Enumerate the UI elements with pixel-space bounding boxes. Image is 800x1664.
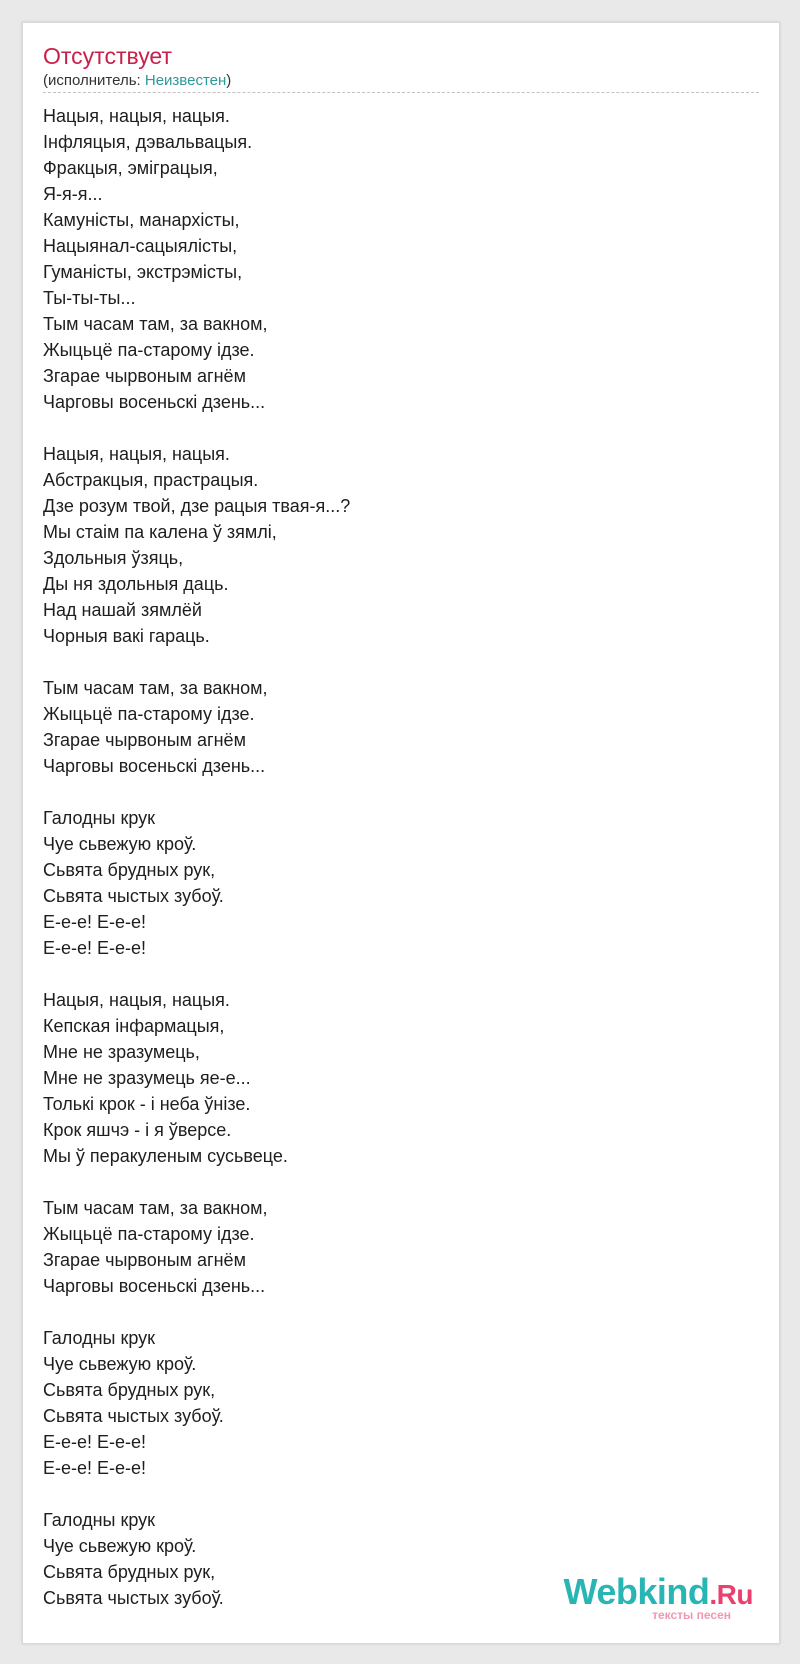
header-divider xyxy=(43,92,759,93)
lyric-line: Тым часам там, за вакном, xyxy=(43,314,268,334)
lyric-line: Галодны крук xyxy=(43,1328,156,1348)
lyric-line: Е-е-е! Е-е-е! xyxy=(43,912,147,932)
lyric-line: Крок яшчэ - і я ўверсе. xyxy=(43,1120,232,1140)
lyric-line: Сьвята брудных рук, xyxy=(43,860,216,880)
lyric-line: Я-я-я... xyxy=(43,184,103,204)
lyric-line: Тым часам там, за вакном, xyxy=(43,678,268,698)
lyric-line: Дзе розум твой, дзе рацыя твая-я...? xyxy=(43,496,351,516)
lyric-line: Мы ў перакуленым сусьвеце. xyxy=(43,1146,288,1166)
lyrics-stanza xyxy=(43,1325,743,1481)
lyric-line: Згарае чырвоным агнём xyxy=(43,1250,246,1270)
lyric-line: Мы стаім па калена ў зямлі, xyxy=(43,522,277,542)
lyric-line: Нацыя, нацыя, нацыя. xyxy=(43,990,230,1010)
lyric-line: Сьвята чыстых зубоў. xyxy=(43,886,224,906)
lyric-line: Нацыя, нацыя, нацыя. xyxy=(43,106,230,126)
lyric-line: Чуе сьвежую кроў. xyxy=(43,1354,197,1374)
lyrics-stanza xyxy=(43,1195,743,1299)
lyric-line: Чарговы восеньскі дзень... xyxy=(43,1276,266,1296)
lyric-line: Толькі крок - і неба ўнізе. xyxy=(43,1094,251,1114)
lyric-line: Нацыянал-сацыялісты, xyxy=(43,236,238,256)
lyrics-stanza xyxy=(43,441,743,649)
lyric-line: Сьвята чыстых зубоў. xyxy=(43,1588,224,1608)
lyric-line: Мне не зразумець яе-е... xyxy=(43,1068,251,1088)
lyric-line: Ты-ты-ты... xyxy=(43,288,136,308)
lyric-line: Галодны крук xyxy=(43,1510,156,1530)
song-title: Отсутствует xyxy=(43,43,172,69)
lyric-line: Сьвята брудных рук, xyxy=(43,1380,216,1400)
lyric-line: Ды ня здольныя даць. xyxy=(43,574,229,594)
logo-word-suffix: .Ru xyxy=(709,1579,753,1610)
site-logo[interactable] xyxy=(563,1571,753,1622)
lyric-line: Гуманісты, экстрэмісты, xyxy=(43,262,243,282)
lyric-line: Згарае чырвоным агнём xyxy=(43,730,246,750)
artist-link[interactable]: Неизвестен xyxy=(144,72,227,89)
lyric-line: Нацыя, нацыя, нацыя. xyxy=(43,444,230,464)
lyric-line: Чуе сьвежую кроў. xyxy=(43,1536,197,1556)
lyric-line: Чуе сьвежую кроў. xyxy=(43,834,197,854)
lyric-line: Сьвята брудных рук, xyxy=(43,1562,216,1582)
lyric-line: Кепская інфармацыя, xyxy=(43,1016,225,1036)
lyric-line: Чарговы восеньскі дзень... xyxy=(43,756,266,776)
lyric-line: Жыцьцё па-старому ідзе. xyxy=(43,1224,255,1244)
lyric-line: Мне не зразумець, xyxy=(43,1042,200,1062)
lyrics-stanza xyxy=(43,103,743,415)
lyric-line: Жыцьцё па-старому ідзе. xyxy=(43,704,255,724)
lyric-line: Згарае чырвоным агнём xyxy=(43,366,246,386)
lyric-line: Чарговы восеньскі дзень... xyxy=(43,392,266,412)
lyric-line: Е-е-е! Е-е-е! xyxy=(43,1432,147,1452)
lyrics-stanza xyxy=(43,805,743,961)
logo-word-main: Webkind xyxy=(563,1571,710,1612)
artist-suffix: ) xyxy=(226,72,232,89)
lyric-line: Жыцьцё па-старому ідзе. xyxy=(43,340,255,360)
logo-tagline: тексты песен xyxy=(652,1608,731,1622)
lyric-line: Тым часам там, за вакном, xyxy=(43,1198,268,1218)
lyrics-stanza xyxy=(43,987,743,1169)
lyric-line: Над нашай зямлёй xyxy=(43,600,202,620)
lyric-line: Чорныя вакі гараць. xyxy=(43,626,210,646)
lyrics-stanza xyxy=(43,675,743,779)
lyric-line: Здольныя ўзяць, xyxy=(43,548,184,568)
lyric-line: Абстракцыя, прастрацыя. xyxy=(43,470,259,490)
lyric-line: Е-е-е! Е-е-е! xyxy=(43,1458,147,1478)
lyric-line: Інфляцыя, дэвальвацыя. xyxy=(43,132,253,152)
lyric-line: Галодны крук xyxy=(43,808,156,828)
lyric-line: Е-е-е! Е-е-е! xyxy=(43,938,147,958)
artist-line xyxy=(43,72,231,90)
lyrics-card xyxy=(22,22,780,1644)
artist-prefix: (исполнитель: xyxy=(43,72,145,89)
lyric-line: Камуністы, манархісты, xyxy=(43,210,240,230)
lyric-line: Фракцыя, эміграцыя, xyxy=(43,158,218,178)
lyrics-body xyxy=(43,103,743,1637)
lyric-line: Сьвята чыстых зубоў. xyxy=(43,1406,224,1426)
